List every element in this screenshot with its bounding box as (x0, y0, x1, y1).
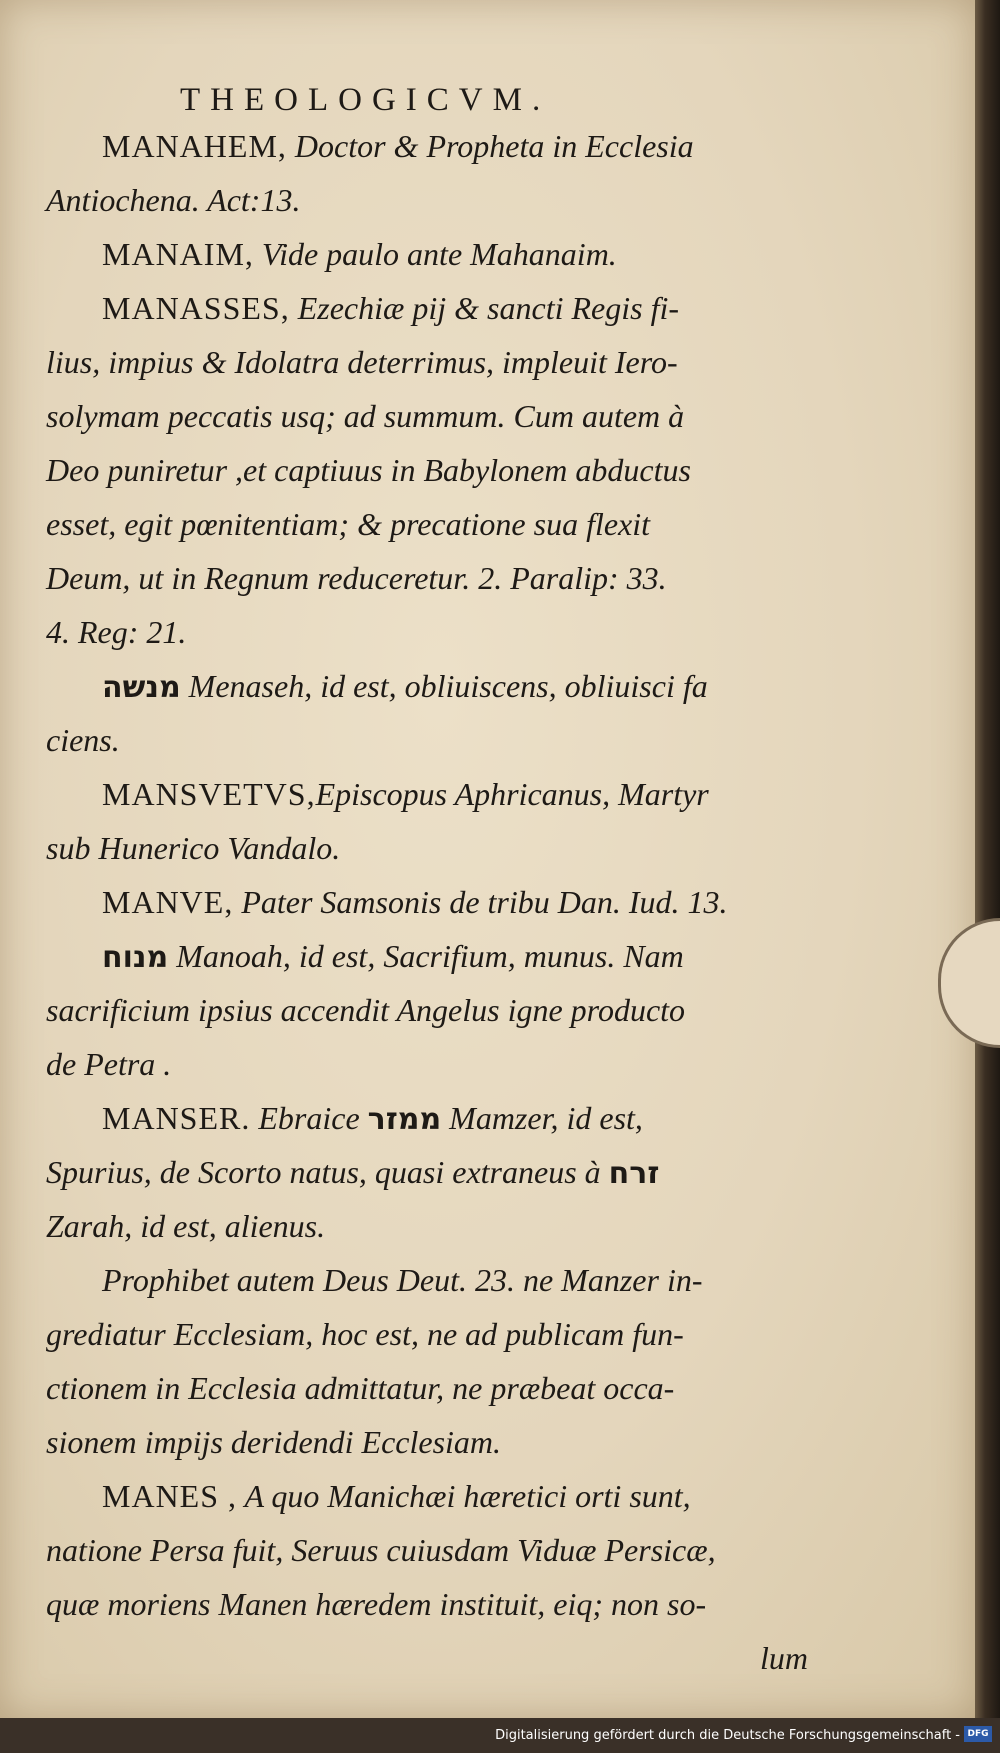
entry-line: grediatur Ecclesiam, hoc est, ne ad publicam fun- (46, 1316, 684, 1352)
entry-line (102, 1478, 691, 1515)
entry-line: Antiochena. Act:13. (46, 182, 301, 218)
catchword: lum (760, 1640, 808, 1676)
entry-line (102, 1100, 643, 1137)
funding-credit: Digitalisierung gefördert durch die Deutsche Forschungsgemeinschaft - (495, 1728, 960, 1743)
entry-line (102, 128, 694, 165)
entry-line: sub Hunerico Vandalo. (46, 830, 341, 866)
running-head: THEOLOGICVM. (180, 82, 551, 118)
entry-line: ctionem in Ecclesia admittatur, ne præbeat occa- (46, 1370, 675, 1406)
entry-headword: MANSER. (102, 1100, 251, 1136)
entry-line (46, 1154, 659, 1191)
dfg-logo-icon: DFG (964, 1726, 992, 1742)
entry-text: A quo Manichæi hæretici orti sunt, (237, 1478, 691, 1514)
entry-line: esset, egit pœnitentiam; & precatione sua flexit (46, 506, 651, 542)
entry-line (102, 290, 679, 327)
entry-text: Mamzer, id est, (441, 1100, 643, 1136)
entry-text: Ebraice (250, 1100, 368, 1136)
entry-line: de Petra . (46, 1046, 172, 1082)
entry-line (102, 668, 708, 705)
entry-line: Zarah, id est, alienus. (46, 1208, 326, 1244)
hebrew-word: זרח (608, 1156, 660, 1191)
entry-text: Vide paulo ante Mahanaim. (253, 236, 617, 272)
hebrew-word: מנשה (102, 670, 181, 705)
entry-line (102, 776, 709, 813)
entry-text: Menaseh, id est, obliuiscens, obliuisci fa (180, 668, 708, 704)
entry-text: Episcopus Aphricanus, Martyr (315, 776, 709, 812)
entry-line (102, 938, 684, 975)
entry-headword: MANSVETVS, (102, 776, 316, 812)
entry-line (102, 236, 617, 273)
entry-line: 4. Reg: 21. (46, 614, 187, 650)
entry-text: Manoah, id est, Sacrifium, munus. Nam (168, 938, 684, 974)
entry-line: Deo puniretur ,et captiuus in Babylonem abductus (46, 452, 691, 488)
entry-text: Pater Samsonis de tribu Dan. Iud. 13. (233, 884, 728, 920)
entry-headword: MANAIM, (102, 236, 254, 272)
entry-line: Deum, ut in Regnum reduceretur. 2. Paralip: 33. (46, 560, 667, 596)
hebrew-word: ממזר (367, 1102, 442, 1137)
entry-line: solymam peccatis usq; ad summum. Cum autem à (46, 398, 685, 434)
entry-line (102, 884, 728, 921)
entry-headword: MANASSES, (102, 290, 290, 326)
entry-line: sacrificium ipsius accendit Angelus igne producto (46, 992, 686, 1028)
entry-headword: MANES , (102, 1478, 238, 1514)
entry-line: quæ moriens Manen hæredem instituit, eiq; non so- (46, 1586, 707, 1622)
entry-text: Spurius, de Scorto natus, quasi extraneus à (46, 1154, 609, 1190)
entry-line: lius, impius & Idolatra deterrimus, impleuit Iero- (46, 344, 678, 380)
entry-line: Prophibet autem Deus Deut. 23. ne Manzer in- (102, 1262, 703, 1298)
page-edge (975, 0, 1000, 1718)
entry-text: Ezechiæ pij & sancti Regis fi- (289, 290, 679, 326)
entry-line: natione Persa fuit, Seruus cuiusdam Viduæ Persicæ, (46, 1532, 716, 1568)
entry-headword: MANAHEM, (102, 128, 287, 164)
entry-line: sionem impijs deridendi Ecclesiam. (46, 1424, 502, 1460)
hebrew-word: מנוח (102, 940, 169, 975)
entry-headword: MANVE, (102, 884, 234, 920)
entry-text: Doctor & Propheta in Ecclesia (286, 128, 694, 164)
entry-line: ciens. (46, 722, 120, 758)
